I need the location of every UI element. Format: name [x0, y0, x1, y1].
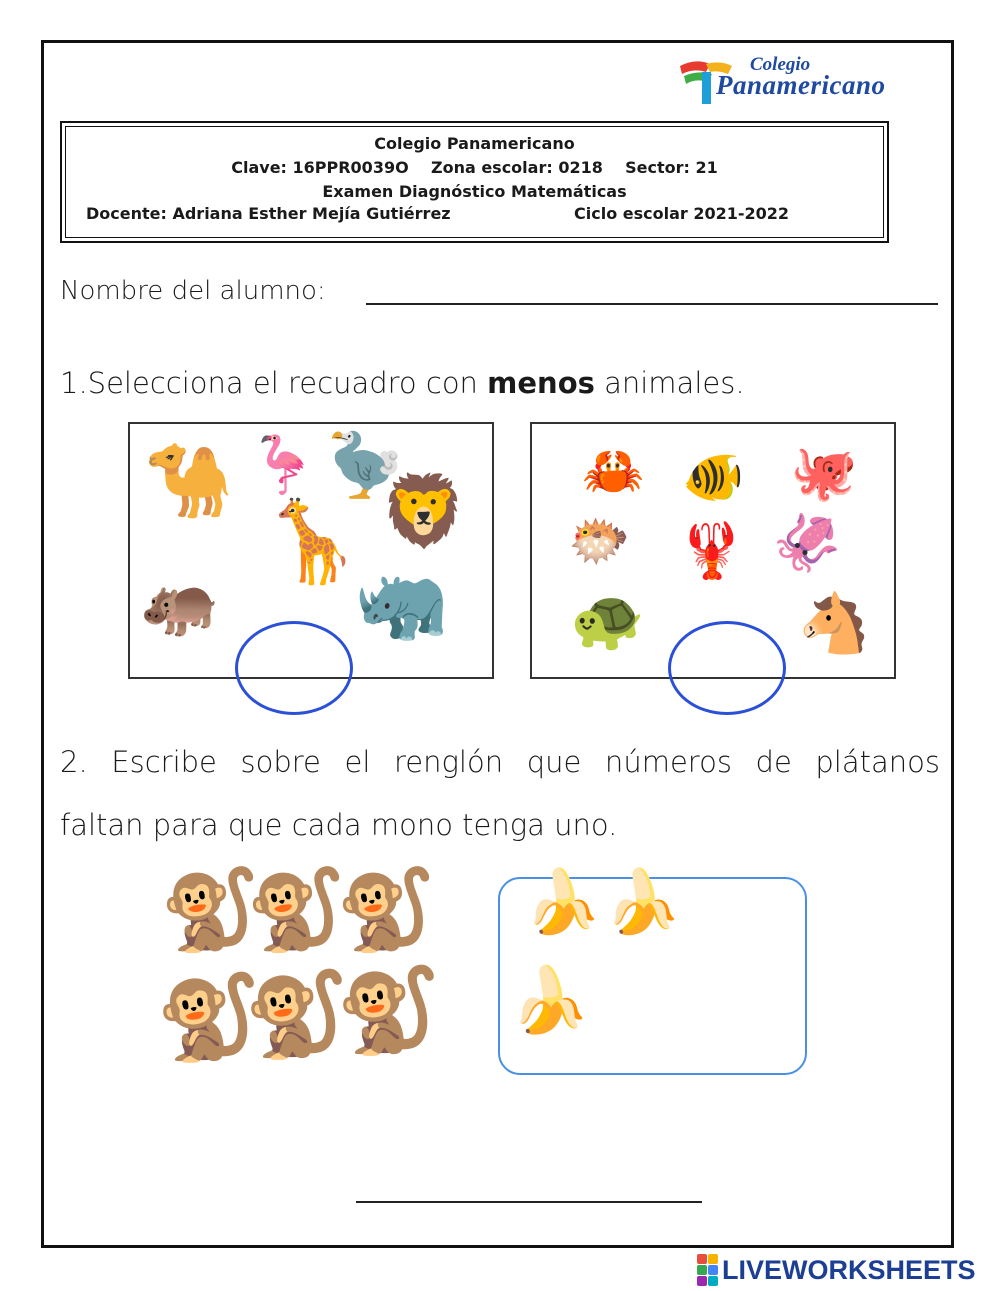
monkey: 🐒 — [156, 968, 261, 1066]
school-logo — [676, 52, 944, 108]
pufferfish: 🐡 — [568, 512, 631, 570]
monkey: 🐒 — [244, 965, 349, 1063]
logo-line-2: Panamericano — [716, 70, 886, 100]
question-1-text — [60, 366, 745, 400]
header-ciclo: Ciclo escolar 2021-2022 — [574, 204, 790, 223]
banana: 🍌 — [524, 865, 602, 938]
student-name-label: Nombre del alumno: — [60, 276, 326, 306]
header-exam: Examen Diagnóstico Matemáticas — [322, 182, 627, 201]
clownfish: 🐠 — [682, 448, 745, 506]
hippo: 🦛 — [140, 567, 220, 641]
student-name-field[interactable] — [366, 303, 938, 305]
ostrich: 🦤 — [326, 428, 404, 501]
banana: 🍌 — [510, 964, 590, 1038]
header-zona: Zona escolar: 0218 — [430, 158, 603, 177]
logo-line-1: Colegio — [750, 54, 811, 75]
header-school: Colegio Panamericano — [374, 134, 575, 153]
monkey: 🐒 — [246, 863, 346, 956]
flamingo: 🦩 — [248, 433, 318, 498]
header-clave: Clave: 16PPR0039O — [231, 158, 409, 177]
header-box — [60, 121, 889, 243]
rhino: 🦏 — [354, 557, 449, 646]
q1-suffix: animales. — [594, 366, 745, 400]
monkey: 🐒 — [336, 961, 441, 1059]
giraffe: 🦒 — [262, 495, 362, 588]
lobster: 🦞 — [678, 519, 746, 582]
squid: 🦑 — [772, 511, 842, 576]
q1-prefix: 1.Selecciona el recuadro con — [60, 366, 488, 400]
answer-line-field[interactable] — [356, 1201, 702, 1203]
monkey: 🐒 — [336, 863, 436, 956]
liveworksheets-logo-icon — [697, 1254, 718, 1286]
lion: 🦁 — [380, 470, 468, 552]
octopus: 🐙 — [790, 441, 858, 504]
liveworksheets-brand — [697, 1255, 976, 1285]
crab: 🦀 — [582, 442, 645, 500]
header-docente: Docente: Adriana Esther Mejía Gutiérrez — [86, 204, 451, 223]
right-answer-oval[interactable] — [668, 621, 786, 715]
question-2-line-2: faltan para que cada mono tenga uno. — [60, 808, 618, 842]
monkey: 🐒 — [160, 863, 260, 956]
camel: 🐪 — [144, 438, 234, 522]
header-sector: Sector: 21 — [625, 158, 718, 177]
seahorse: 🐴 — [798, 589, 871, 657]
liveworksheets-text: LIVEWORKSHEETS — [722, 1254, 976, 1285]
turtle: 🐢 — [570, 585, 645, 655]
banana-box — [498, 865, 807, 1075]
banana: 🍌 — [604, 865, 682, 938]
left-answer-oval[interactable] — [235, 621, 353, 715]
header-codes-row — [66, 158, 883, 177]
q1-bold-word: menos — [487, 366, 595, 400]
question-2-line-1: 2. Escribe sobre el renglón que números de plátanos — [60, 745, 940, 779]
